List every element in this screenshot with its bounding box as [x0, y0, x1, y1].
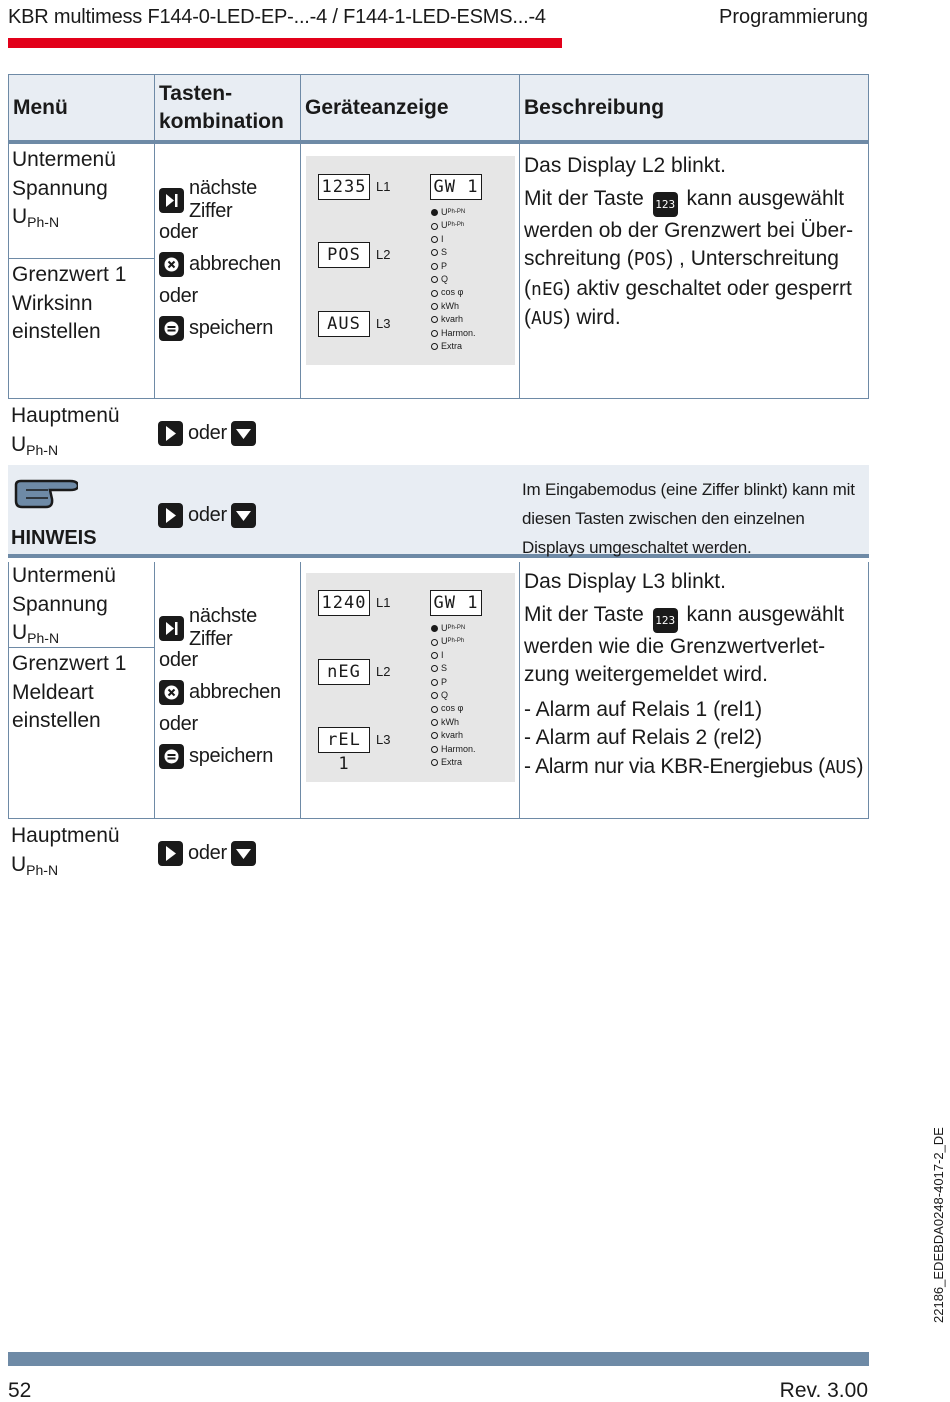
- menu-cell: [9, 144, 154, 398]
- next-digit-key-icon: [159, 188, 184, 213]
- description-text: Das Display L2 blinkt. Mit der Taste 123 kann ausgewählt werden ob der Grenzwert bei Über-schreitung (POS) , Unterschreitung (nEG) aktiv geschaltet oder gesperrt (AUS) wird.: [524, 154, 854, 329]
- description-cell: [519, 144, 868, 398]
- indicator-item: I: [431, 233, 476, 246]
- table-row: [8, 144, 869, 399]
- indicator-item: kvarh: [431, 729, 476, 742]
- lcd-right: GW 1: [430, 174, 482, 200]
- main-menu-label: Hauptmenü $U_{Ph-N}$: [11, 824, 120, 878]
- device-display: [306, 156, 515, 365]
- menu-label: Untermenü: [12, 564, 116, 587]
- indicator-item: cos φ: [431, 702, 476, 715]
- key-save: speichern: [159, 312, 300, 344]
- lcd-right: GW 1: [430, 590, 482, 616]
- indicator-dot-icon: [431, 343, 438, 350]
- menu-label: Untermenü: [12, 148, 116, 171]
- section-title: Programmierung: [719, 6, 868, 28]
- numeric-key-icon: 123: [653, 192, 678, 217]
- indicator-list: [431, 622, 476, 769]
- indicator-dot-icon: [431, 209, 438, 216]
- indicator-dot-icon: [431, 746, 438, 753]
- cancel-key-icon: [159, 252, 184, 277]
- or-label: oder: [159, 285, 198, 307]
- indicator-dot-icon: [431, 759, 438, 766]
- header-red-bar: [8, 38, 562, 48]
- revision: Rev. 3.00: [779, 1379, 868, 1402]
- column-header-menu: Menü: [13, 96, 68, 119]
- lcd-l1: 1235: [318, 174, 370, 200]
- menu-label-voltage: $U_{Ph-N}$: [12, 621, 60, 646]
- indicator-item: S: [431, 246, 476, 259]
- arrow-right-key-icon: [158, 841, 183, 866]
- indicator-dot-icon: [431, 679, 438, 686]
- footer-bar: [8, 1352, 869, 1366]
- indicator-item: kWh: [431, 716, 476, 729]
- main-menu-label: Hauptmenü $U_{Ph-N}$: [11, 404, 120, 458]
- arrow-down-key-icon: [231, 841, 256, 866]
- hint-box: [8, 465, 869, 558]
- list-item: - Alarm auf Relais 1 (rel1): [524, 697, 763, 721]
- indicator-item: kvarh: [431, 313, 476, 326]
- indicator-dot-icon: [431, 316, 438, 323]
- lcd-l2: POS: [318, 242, 370, 268]
- menu-label: Grenzwert 1: [12, 652, 127, 675]
- arrow-right-key-icon: [158, 421, 183, 446]
- indicator-item: cos φ: [431, 286, 476, 299]
- main-menu-keys: oder: [158, 417, 261, 449]
- indicator-dot-icon: [431, 276, 438, 283]
- indicator-item: S: [431, 662, 476, 675]
- lcd-l2: nEG: [318, 659, 370, 685]
- table-header: [8, 74, 869, 144]
- or-label: oder: [159, 713, 198, 735]
- indicator-item: Extra: [431, 756, 476, 769]
- lcd-label: L2: [376, 664, 391, 679]
- indicator-dot-icon: [431, 236, 438, 243]
- indicator-item: U Ph-PN: [431, 206, 476, 219]
- pointing-hand-icon: [12, 475, 78, 511]
- display-cell: [300, 562, 519, 818]
- indicator-dot-icon: [431, 290, 438, 297]
- key-save: speichern: [159, 740, 300, 772]
- indicator-dot-icon: [431, 303, 438, 310]
- indicator-item: U Ph-Ph: [431, 635, 476, 648]
- indicator-dot-icon: [431, 732, 438, 739]
- menu-divider: [9, 258, 154, 259]
- menu-label: Spannung: [12, 592, 108, 616]
- menu-label: Wirksinn: [12, 291, 93, 315]
- column-header-description: Beschreibung: [519, 75, 868, 141]
- save-key-icon: [159, 744, 184, 769]
- description-text: Das Display L3 blinkt. Mit der Taste 123 kann ausgewählt werden wie die Grenzwertverlet-zung weitergemeldet wird. - Alarm auf Relais 1 (rel1) - Alarm auf Relais 2 (rel2) - Alarm nur via KBR-Energiebus (AUS): [524, 568, 866, 782]
- keys-cell: [154, 144, 300, 398]
- key-cancel: abbrechen: [159, 676, 300, 708]
- list-item: - Alarm auf Relais 2 (rel2): [524, 726, 763, 749]
- indicator-dot-icon: [431, 639, 438, 646]
- indicator-dot-icon: [431, 625, 438, 632]
- indicator-dot-icon: [431, 652, 438, 659]
- arrow-right-key-icon: [158, 503, 183, 528]
- indicator-item: I: [431, 649, 476, 662]
- display-cell: [300, 144, 519, 398]
- indicator-item: Q: [431, 273, 476, 286]
- indicator-item: Harmon.: [431, 743, 476, 756]
- column-header-keys: Tasten- kombination: [154, 75, 300, 141]
- lcd-l3: rEL 1: [318, 727, 370, 753]
- indicator-item: Q: [431, 689, 476, 702]
- keys-cell: [154, 562, 300, 818]
- device-display: [306, 573, 515, 782]
- indicator-dot-icon: [431, 330, 438, 337]
- lcd-l1: 1240: [318, 590, 370, 616]
- indicator-dot-icon: [431, 719, 438, 726]
- hint-text: Im Eingabemodus (eine Ziffer blinkt) kann mit diesen Tasten zwischen den einzelnen Displays umgeschaltet werden.: [522, 480, 855, 557]
- indicator-item: Extra: [431, 340, 476, 353]
- document-title: KBR multimess F144-0-LED-EP-...-4 / F144-1-LED-ESMS...-4: [8, 6, 546, 28]
- indicator-item: U Ph-PN: [431, 622, 476, 635]
- menu-cell: [9, 562, 154, 818]
- lcd-label: L3: [376, 316, 391, 331]
- menu-label: einstellen: [12, 709, 101, 732]
- menu-label: Grenzwert 1: [12, 263, 127, 286]
- key-cancel: abbrechen: [159, 248, 300, 280]
- save-key-icon: [159, 316, 184, 341]
- table-row: [8, 562, 869, 819]
- lcd-label: L2: [376, 247, 391, 262]
- column-header-display: Geräteanzeige: [300, 75, 519, 141]
- lcd-label: L1: [376, 179, 391, 194]
- indicator-dot-icon: [431, 223, 438, 230]
- hint-keys: oder: [158, 499, 261, 531]
- indicator-item: P: [431, 260, 476, 273]
- menu-label: Spannung: [12, 176, 108, 200]
- indicator-dot-icon: [431, 692, 438, 699]
- indicator-dot-icon: [431, 665, 438, 672]
- list-item: - Alarm nur via KBR-Energiebus (AUS): [524, 754, 864, 778]
- next-digit-key-icon: [159, 616, 184, 641]
- page-number: 52: [8, 1379, 32, 1402]
- menu-label-voltage: $U_{Ph-N}$: [12, 205, 60, 230]
- document-id: 22186_EDEBDA0248-4017-2_DE: [931, 1127, 946, 1323]
- cancel-key-icon: [159, 680, 184, 705]
- hint-label: HINWEIS: [11, 527, 97, 549]
- indicator-dot-icon: [431, 263, 438, 270]
- or-label: oder: [159, 221, 198, 243]
- indicator-list: [431, 206, 476, 353]
- menu-label: Meldeart: [12, 680, 94, 704]
- indicator-dot-icon: [431, 249, 438, 256]
- lcd-label: L1: [376, 595, 391, 610]
- menu-divider: [9, 647, 154, 648]
- menu-label: einstellen: [12, 320, 101, 343]
- indicator-item: U Ph-Ph: [431, 219, 476, 232]
- description-cell: [519, 562, 868, 818]
- lcd-l3: AUS: [318, 311, 370, 337]
- indicator-item: P: [431, 676, 476, 689]
- indicator-item: kWh: [431, 300, 476, 313]
- indicator-dot-icon: [431, 706, 438, 713]
- or-label: oder: [159, 649, 198, 671]
- key-next-digit: nächste Ziffer: [159, 612, 300, 644]
- indicator-item: Harmon.: [431, 327, 476, 340]
- lcd-label: L3: [376, 732, 391, 747]
- main-menu-keys: oder: [158, 837, 261, 869]
- key-next-digit: nächste Ziffer: [159, 184, 300, 216]
- numeric-key-icon: 123: [653, 608, 678, 633]
- arrow-down-key-icon: [231, 503, 256, 528]
- arrow-down-key-icon: [231, 421, 256, 446]
